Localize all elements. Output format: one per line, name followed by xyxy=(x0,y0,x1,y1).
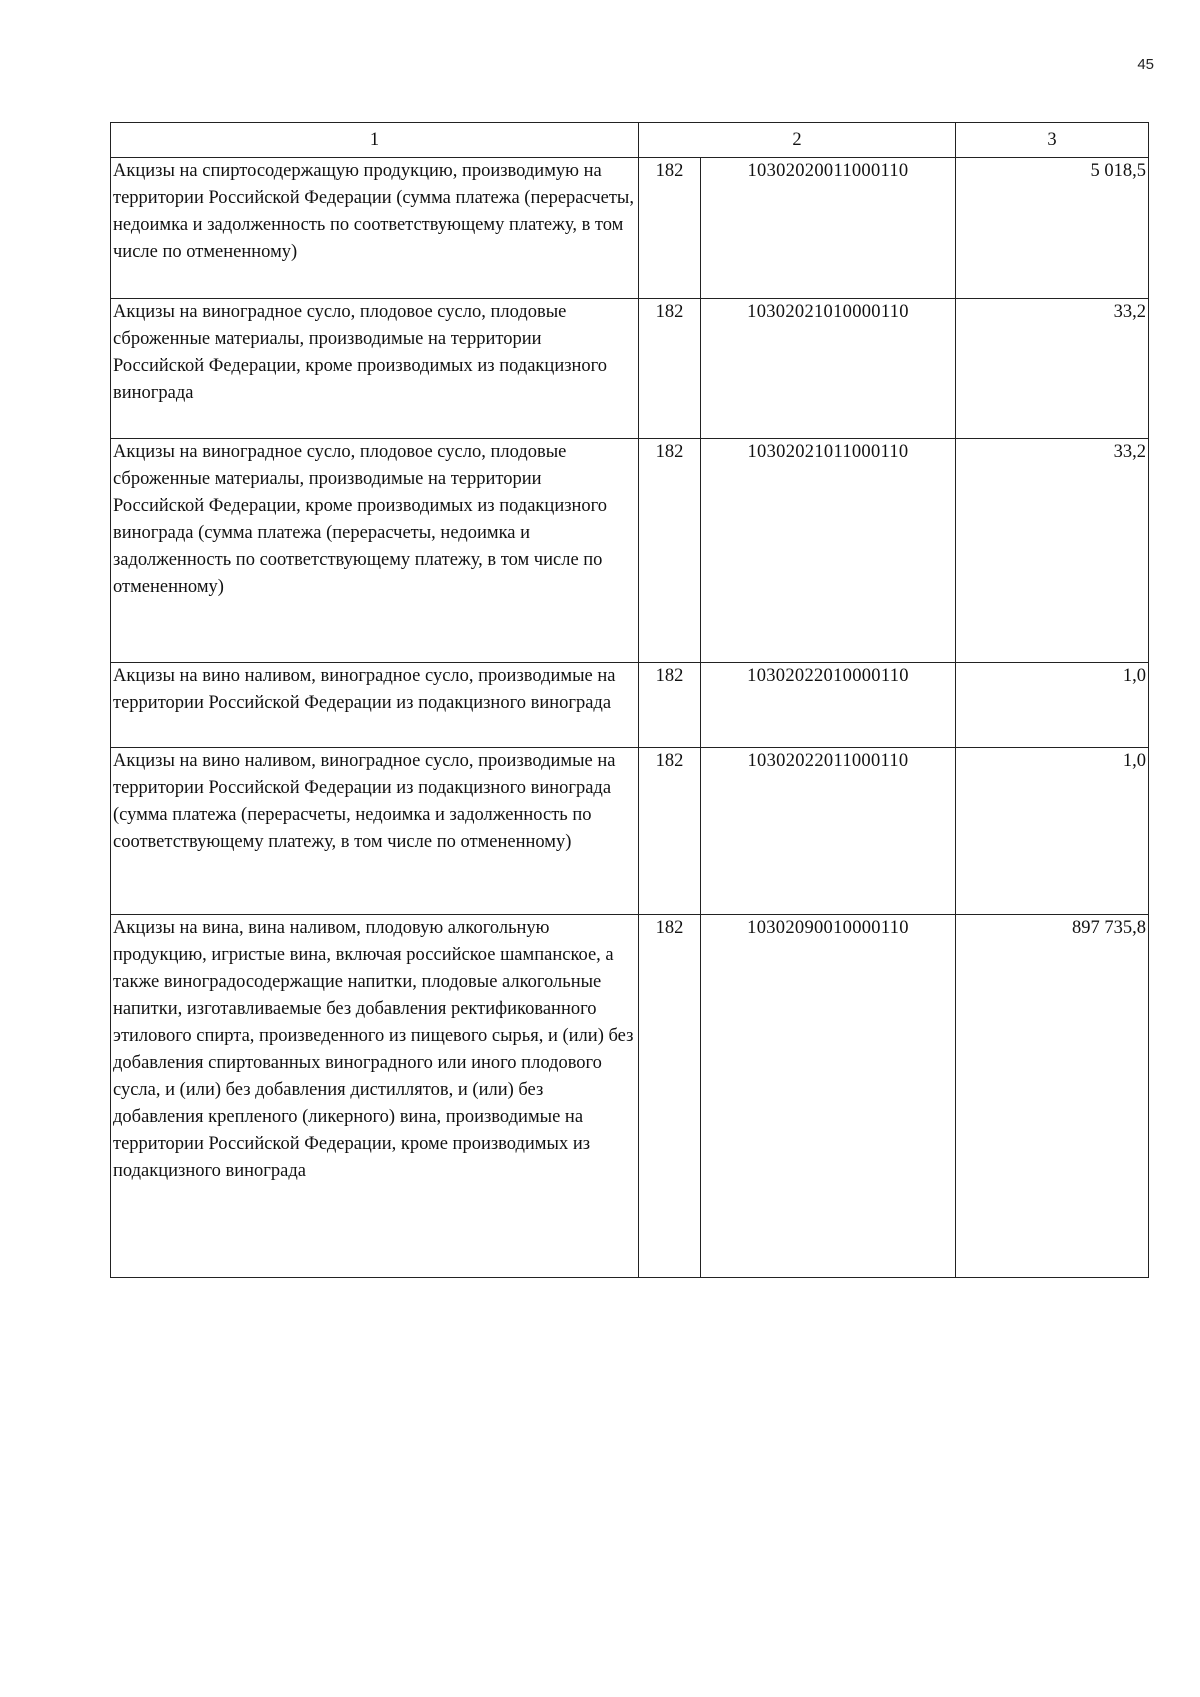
row-name: Акцизы на спиртосодержащую продукцию, производимую на территории Российской Федерации (сумма платежа (перерасчеты, недоимка и задолженность по соответствующему платежу, в том числе по отмененному) xyxy=(111,158,639,299)
row-admin-code: 182 xyxy=(639,748,701,915)
table-row xyxy=(111,748,1149,915)
row-name: Акцизы на вино наливом, виноградное сусло, производимые на территории Российской Федерации из подакцизного винограда (сумма платежа (перерасчеты, недоимка и задолженность по соответствующему платежу, в том числе по отмененному) xyxy=(111,748,639,915)
row-budget-code: 10302090010000110 xyxy=(701,915,956,1278)
row-name: Акцизы на виноградное сусло, плодовое сусло, плодовые сброженные материалы, производимые на территории Российской Федерации, кроме производимых из подакцизного винограда xyxy=(111,299,639,439)
row-admin-code: 182 xyxy=(639,158,701,299)
page-number: 45 xyxy=(1137,56,1154,73)
row-name: Акцизы на вина, вина наливом, плодовую алкогольную продукцию, игристые вина, включая российское шампанское, а также виноградосодержащие напитки, плодовые алкогольные напитки, изготавливаемые без добавления ректификованного этилового спирта, произведенного из пищевого сырья, и (или) без добавления спиртованных виноградного или иного плодового сусла, и (или) без добавления дистиллятов, и (или) без добавления крепленого (ликерного) вина, производимые на территории Российской Федерации, кроме производимых из подакцизного винограда xyxy=(111,915,639,1278)
table-row xyxy=(111,439,1149,663)
row-amount: 897 735,8 xyxy=(956,915,1149,1278)
header-col-1: 1 xyxy=(111,123,639,158)
row-amount: 33,2 xyxy=(956,439,1149,663)
row-budget-code: 10302022011000110 xyxy=(701,748,956,915)
row-amount: 5 018,5 xyxy=(956,158,1149,299)
row-admin-code: 182 xyxy=(639,299,701,439)
table-row xyxy=(111,299,1149,439)
table-row xyxy=(111,158,1149,299)
row-name: Акцизы на вино наливом, виноградное сусло, производимые на территории Российской Федерации из подакцизного винограда xyxy=(111,663,639,748)
row-admin-code: 182 xyxy=(639,915,701,1278)
row-admin-code: 182 xyxy=(639,663,701,748)
row-amount: 33,2 xyxy=(956,299,1149,439)
table-header-row xyxy=(111,123,1149,158)
row-budget-code: 10302021011000110 xyxy=(701,439,956,663)
header-col-3: 3 xyxy=(956,123,1149,158)
table-row xyxy=(111,915,1149,1278)
row-admin-code: 182 xyxy=(639,439,701,663)
row-name: Акцизы на виноградное сусло, плодовое сусло, плодовые сброженные материалы, производимые на территории Российской Федерации, кроме производимых из подакцизного винограда (сумма платежа (перерасчеты, недоимка и задолженность по соответствующему платежу, в том числе по отмененному) xyxy=(111,439,639,663)
row-budget-code: 10302020011000110 xyxy=(701,158,956,299)
header-col-2: 2 xyxy=(639,123,956,158)
row-amount: 1,0 xyxy=(956,663,1149,748)
row-budget-code: 10302022010000110 xyxy=(701,663,956,748)
row-budget-code: 10302021010000110 xyxy=(701,299,956,439)
row-amount: 1,0 xyxy=(956,748,1149,915)
table-row xyxy=(111,663,1149,748)
revenue-table xyxy=(110,122,1149,1278)
